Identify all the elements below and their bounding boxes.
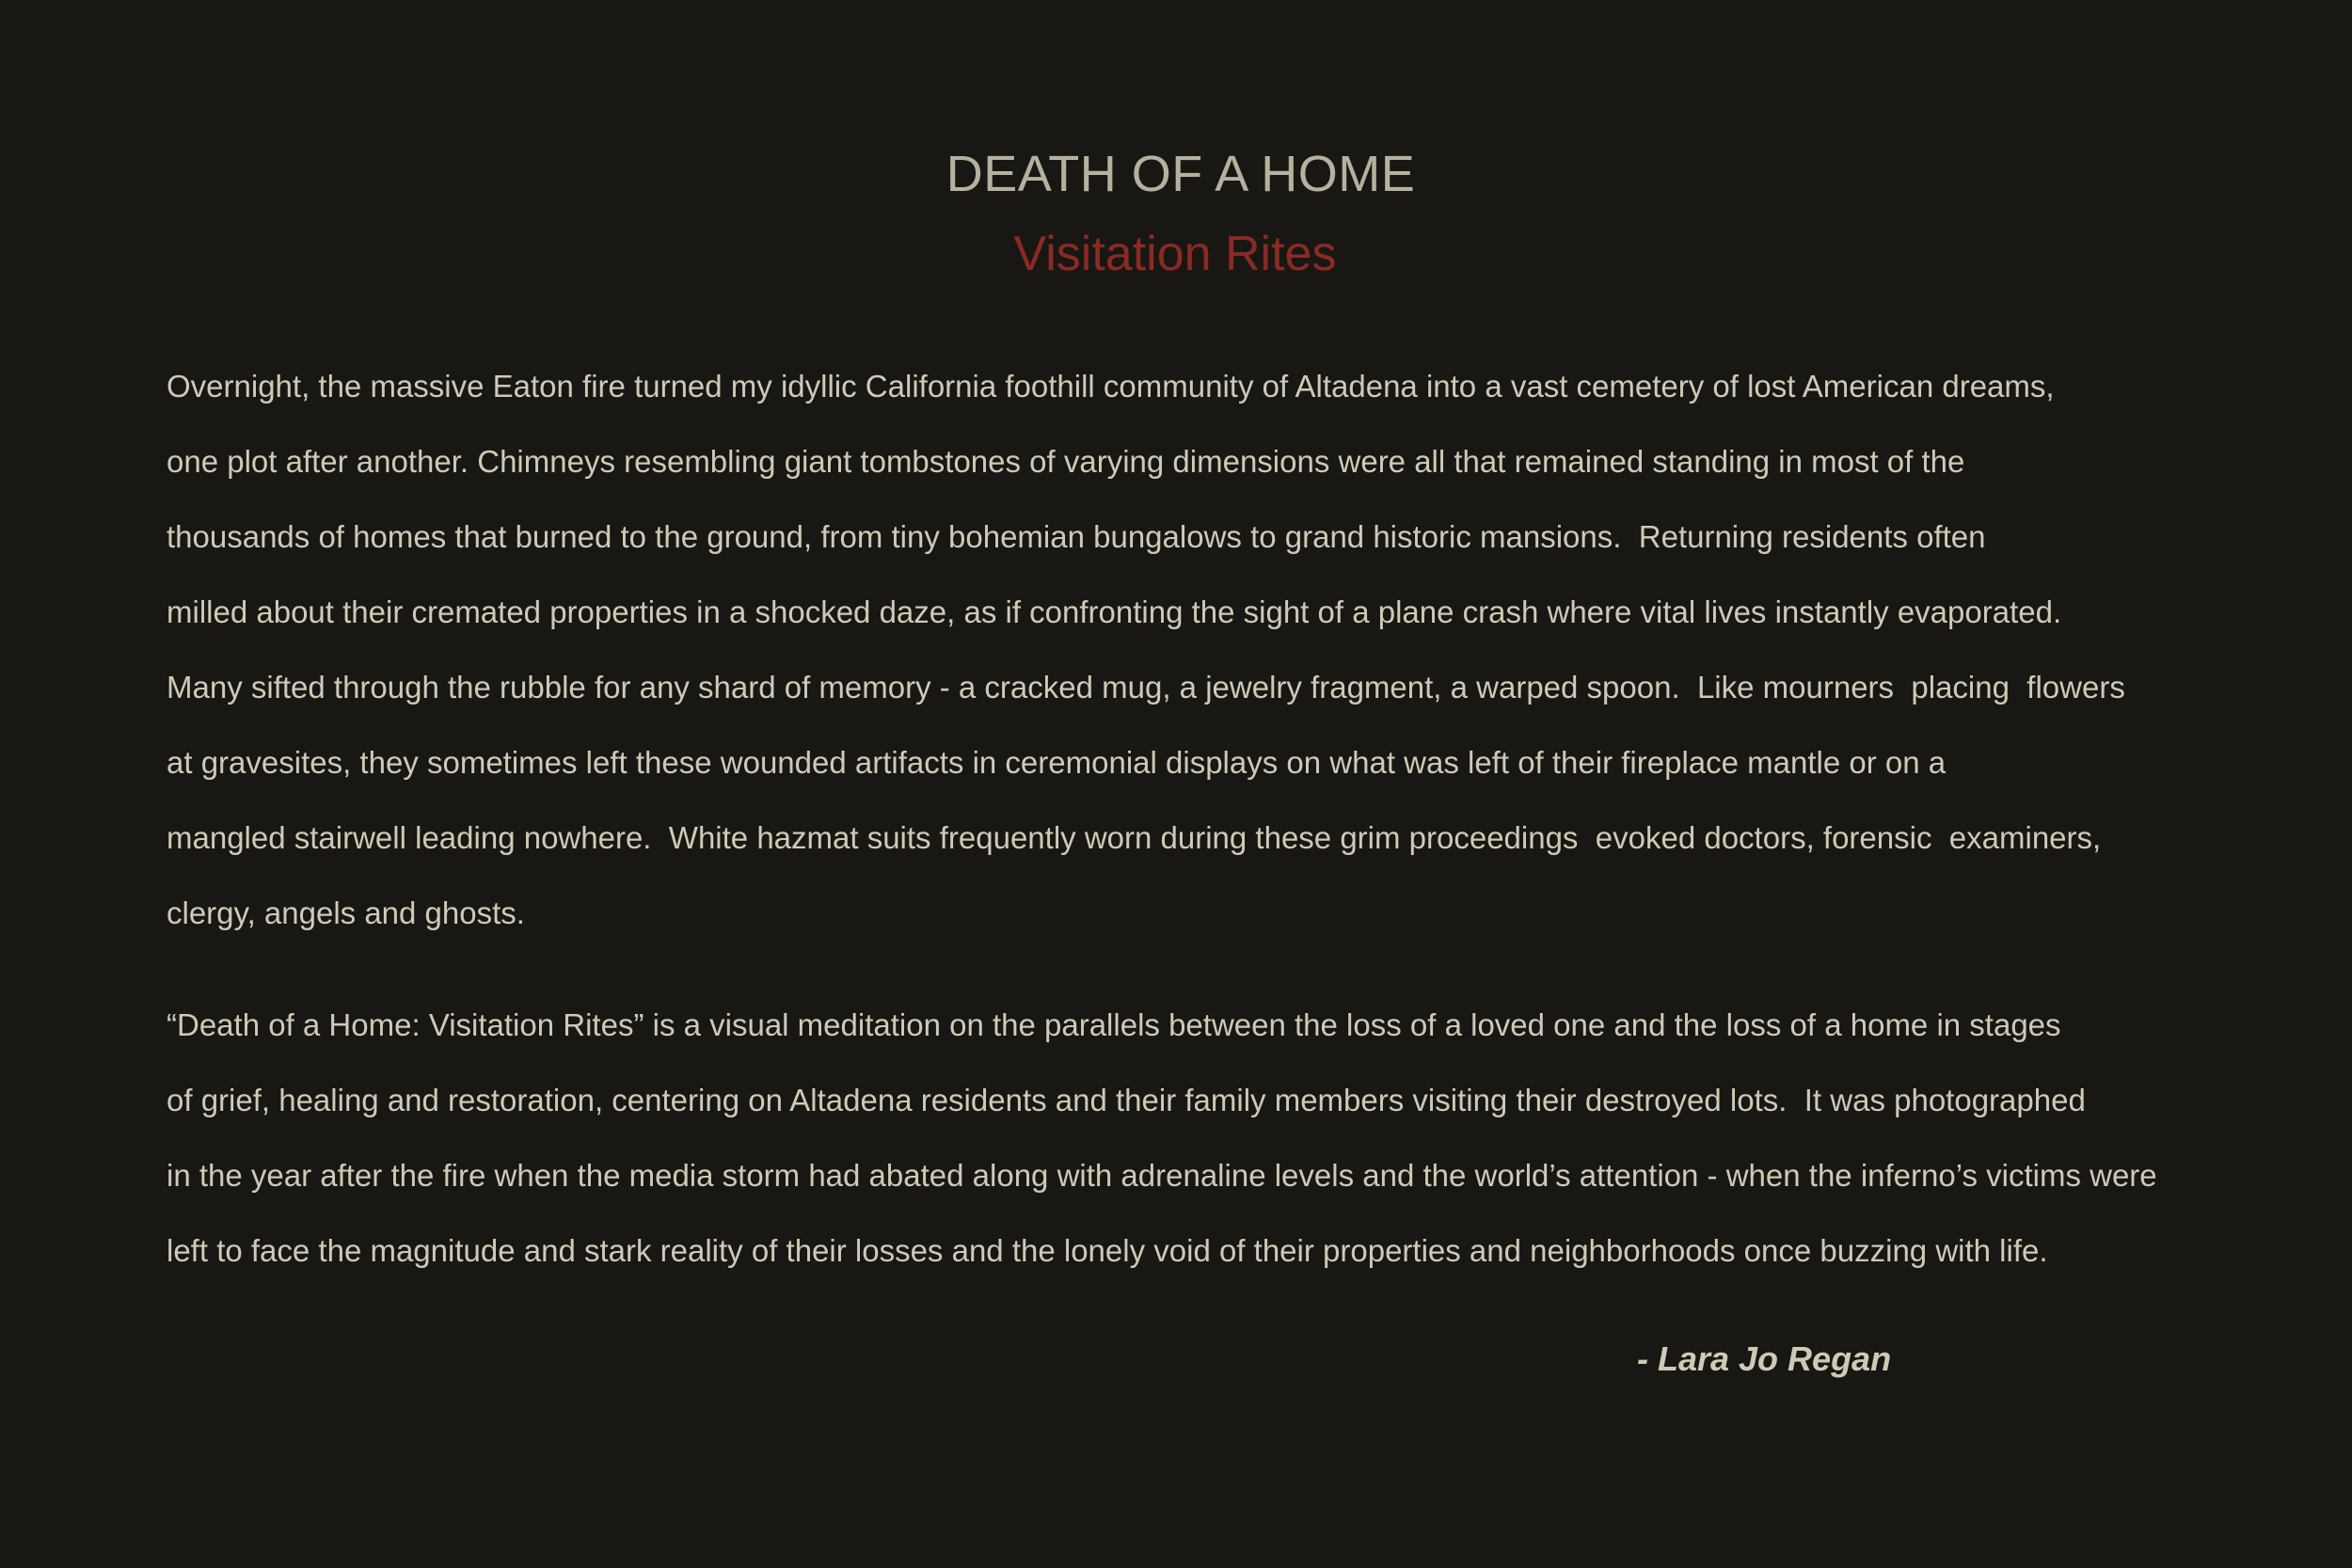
paragraph-line: mangled stairwell leading nowhere. White hazmat suits frequently worn during these grim proceedings evoked doctors, forensic examiners,: [167, 820, 2102, 855]
statement-paragraph-1: [167, 349, 2125, 951]
paragraph-line: milled about their cremated properties in a shocked daze, as if confronting the sight of a plane crash where vital lives instantly evaporated.: [167, 594, 2062, 629]
paragraph-line: left to face the magnitude and stark reality of their losses and the lonely void of their properties and neighborhoods once buzzing with life.: [167, 1233, 2048, 1268]
paragraph-line: at gravesites, they sometimes left these wounded artifacts in ceremonial displays on what was left of their fireplace mantle or on a: [167, 745, 1947, 780]
paragraph-line: Overnight, the massive Eaton fire turned my idyllic California foothill community of Altadena into a vast cemetery of lost American dreams,: [167, 369, 2055, 404]
paragraph-line: in the year after the fire when the media storm had abated along with adrenaline levels and the world’s attention - when the inferno’s victims were: [167, 1158, 2157, 1193]
paragraph-line: of grief, healing and restoration, centering on Altadena residents and their family members visiting their destroyed lots. It was photographed: [167, 1083, 2086, 1117]
statement-paragraph-2: [167, 988, 2157, 1289]
paragraph-line: thousands of homes that burned to the ground, from tiny bohemian bungalows to grand historic mansions. Returning residents often: [167, 519, 1986, 554]
author-signature: - Lara Jo Regan: [1637, 1339, 1892, 1378]
paragraph-line: Many sifted through the rubble for any shard of memory - a cracked mug, a jewelry fragment, a warped spoon. Like mourners placing flowers: [167, 670, 2125, 705]
paragraph-line: one plot after another. Chimneys resembling giant tombstones of varying dimensions were all that remained standing in most of the: [167, 444, 1965, 479]
paragraph-line: “Death of a Home: Visitation Rites” is a visual meditation on the parallels between the loss of a loved one and the loss of a home in stages: [167, 1007, 2061, 1042]
page-title: DEATH OF A HOME: [946, 146, 1416, 202]
paragraph-line: clergy, angels and ghosts.: [167, 895, 525, 930]
page-subtitle: Visitation Rites: [1013, 227, 1337, 281]
